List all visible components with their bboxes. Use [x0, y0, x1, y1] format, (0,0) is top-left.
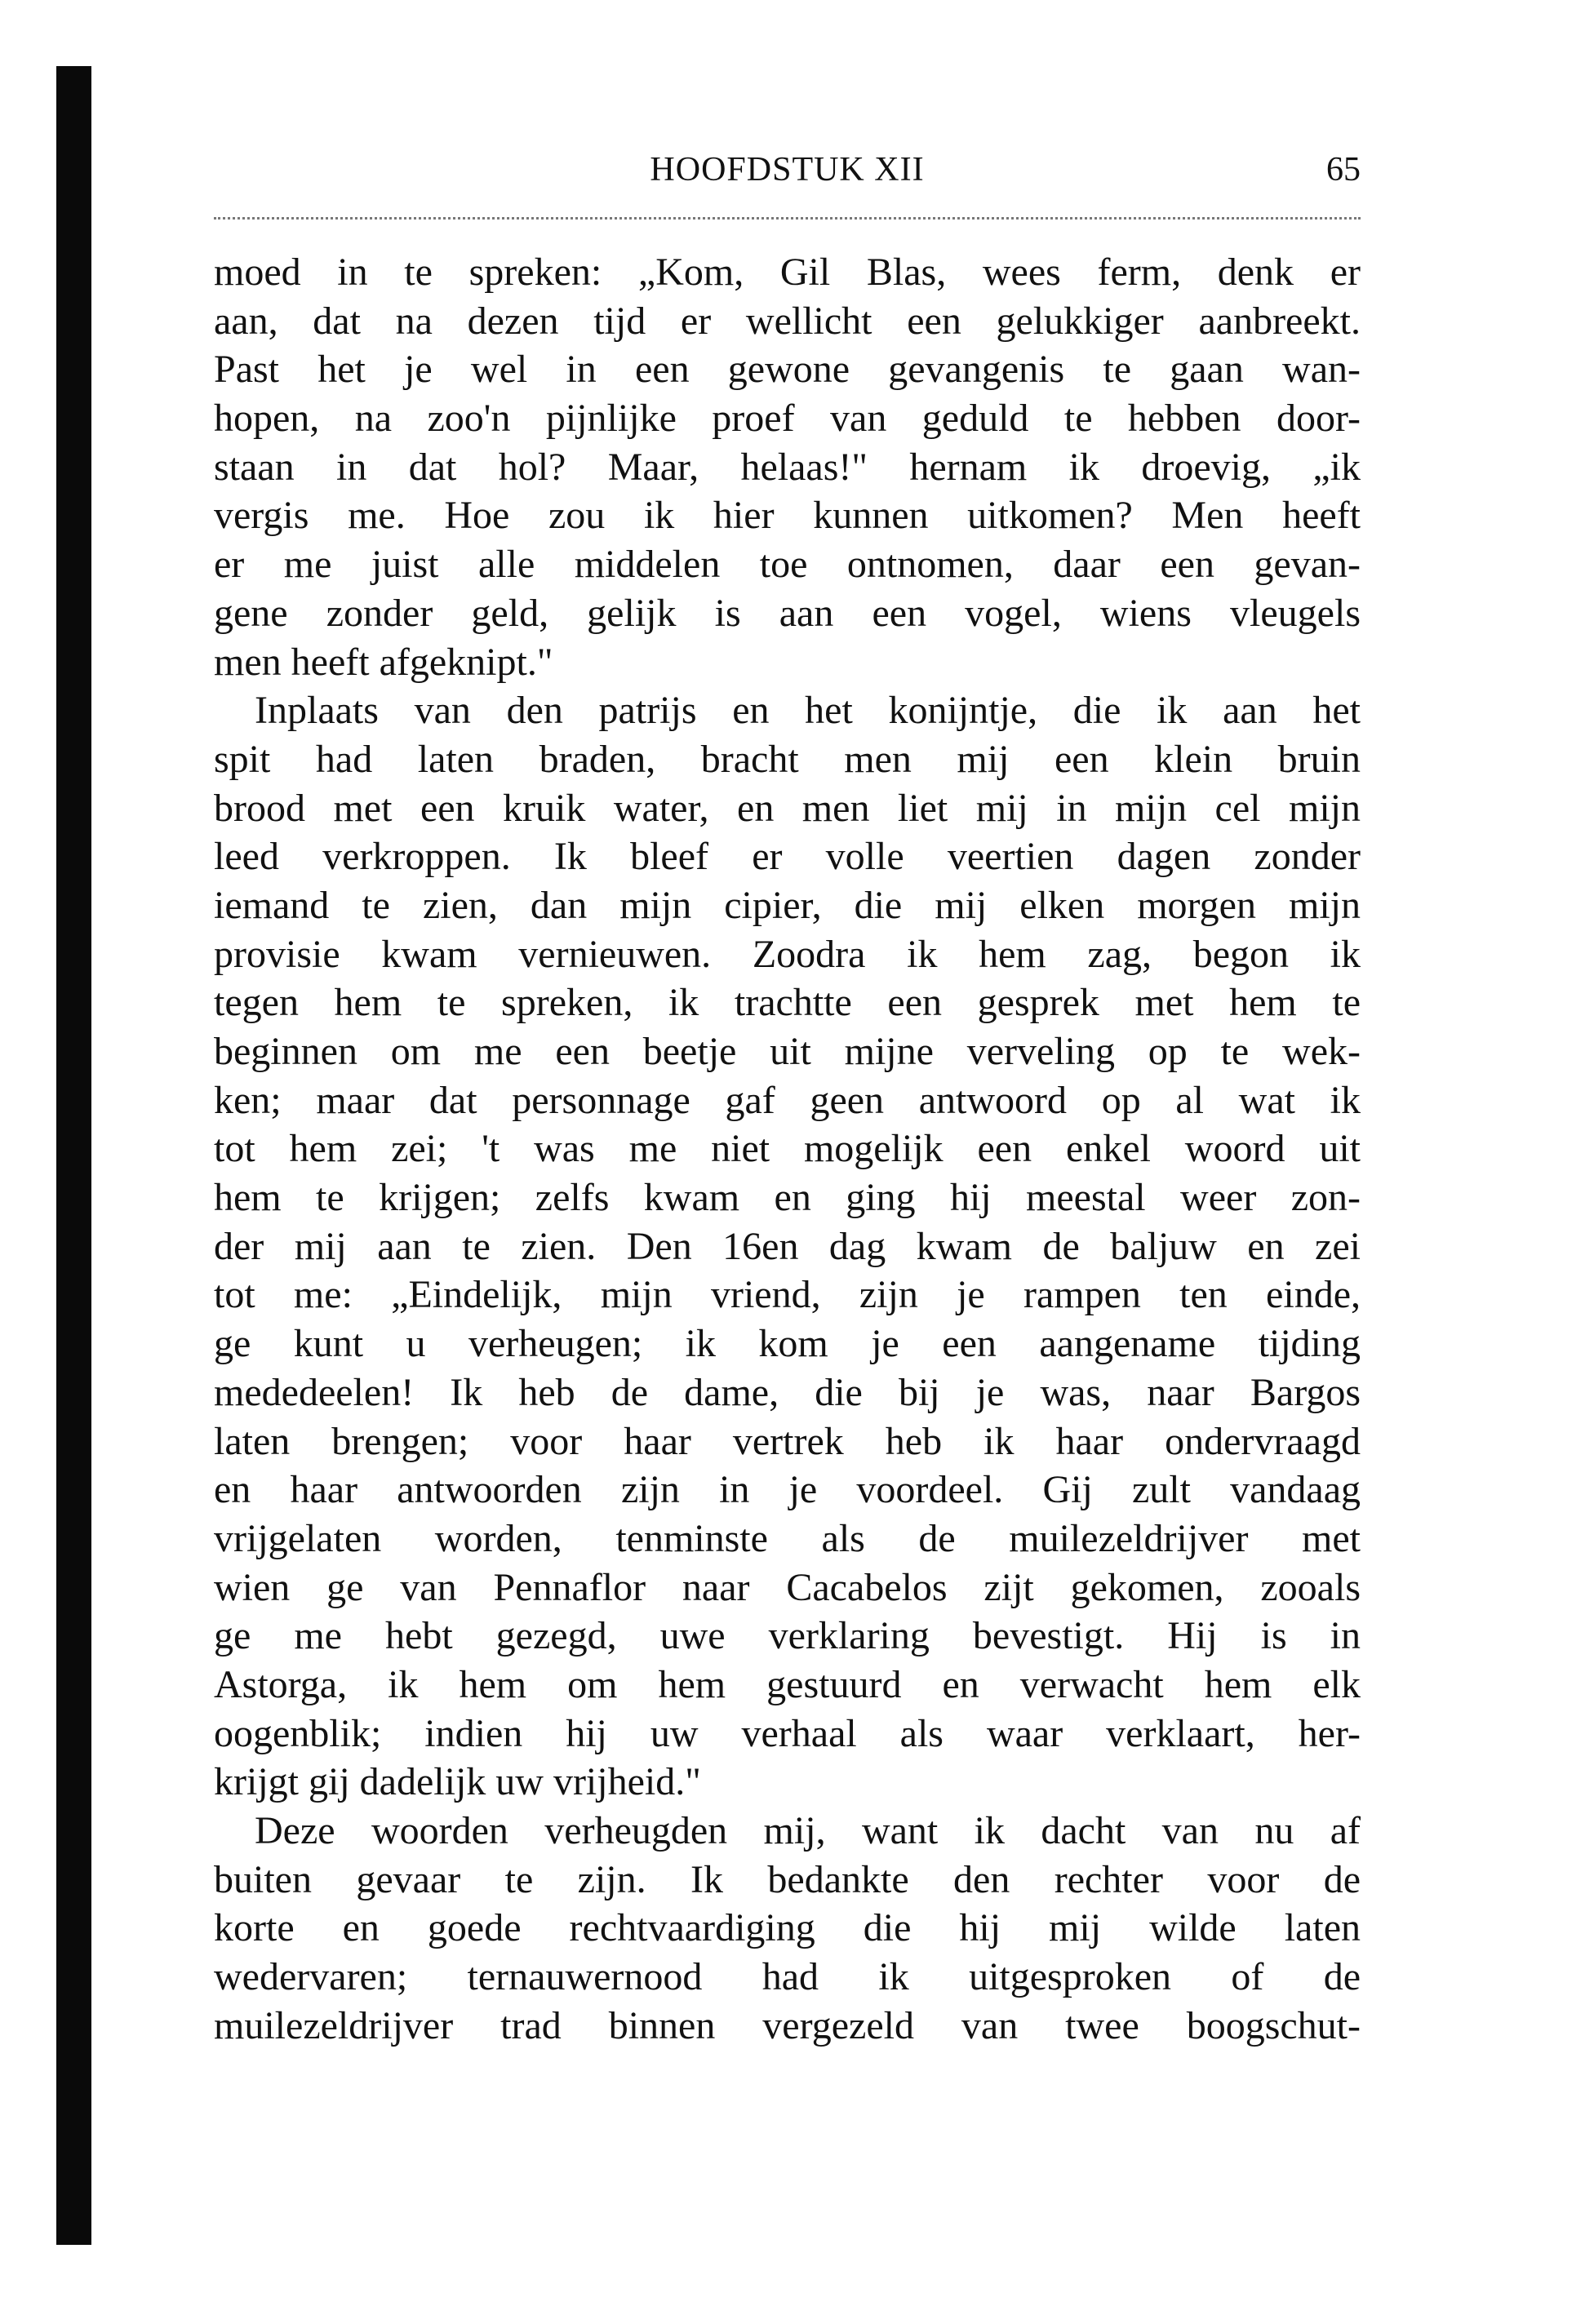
- paragraph: [214, 1807, 1361, 2050]
- text-line: muilezeldrijver trad binnen vergezeld van twee boogschut-: [214, 2003, 1361, 2047]
- text-line: vrijgelaten worden, tenminste als de muilezeldrijver met: [214, 1516, 1361, 1560]
- text-line: buiten gevaar te zijn. Ik bedankte den rechter voor de: [214, 1857, 1361, 1901]
- text-line: vergis me. Hoe zou ik hier kunnen uitkomen? Men heeft: [214, 494, 1361, 538]
- page-number: 65: [1326, 151, 1361, 188]
- paragraph: [214, 248, 1361, 686]
- text-line: aan, dat na dezen tijd er wellicht een gelukkiger aanbreekt.: [214, 299, 1361, 343]
- text-line: beginnen om me een beetje uit mijne verveling op te wek-: [214, 1030, 1361, 1073]
- text-line: staan in dat hol? Maar, helaas!" hernam ik droevig, „ik: [214, 445, 1361, 489]
- text-line: provisie kwam vernieuwen. Zoodra ik hem zag, begon ik: [214, 932, 1361, 976]
- text-line: er me juist alle middelen toe ontnomen, daar een gevan-: [214, 543, 1361, 587]
- running-title: HOOFDSTUK XII: [650, 151, 925, 188]
- text-line: oogenblik; indien hij uw verhaal als waar verklaart, her-: [214, 1711, 1361, 1755]
- text-line: krijgt gij dadelijk uw vrijheid.": [214, 1760, 701, 1804]
- text-line: Deze woorden verheugden mij, want ik dacht van nu af: [255, 1809, 1361, 1852]
- text-line: iemand te zien, dan mijn cipier, die mij elken morgen mijn: [214, 883, 1361, 927]
- text-line: ge me hebt gezegd, uwe verklaring bevestigt. Hij is in: [214, 1614, 1361, 1658]
- text-line: der mij aan te zien. Den 16en dag kwam de baljuw en zei: [214, 1224, 1361, 1268]
- text-line: en haar antwoorden zijn in je voordeel. Gij zult vandaag: [214, 1468, 1361, 1512]
- text-line: men heeft afgeknipt.": [214, 640, 553, 684]
- text-line: Past het je wel in een gewone gevangenis te gaan wan-: [214, 348, 1361, 392]
- text-line: ken; maar dat personnage gaf geen antwoord op al wat ik: [214, 1078, 1361, 1122]
- text-line: hopen, na zoo'n pijnlijke proef van geduld te hebben door-: [214, 397, 1361, 441]
- text-line: Astorga, ik hem om hem gestuurd en verwacht hem elk: [214, 1662, 1361, 1706]
- text-line: ge kunt u verheugen; ik kom je een aangename tijding: [214, 1322, 1361, 1366]
- text-line: tegen hem te spreken, ik trachtte een gesprek met hem te: [214, 981, 1361, 1025]
- text-line: wedervaren; ternauwernood had ik uitgesproken of de: [214, 1955, 1361, 1999]
- page-header: [214, 145, 1361, 194]
- text-line: hem te krijgen; zelfs kwam en ging hij meestal weer zon-: [214, 1176, 1361, 1220]
- text-line: gene zonder geld, gelijk is aan een vogel, wiens vleugels: [214, 591, 1361, 635]
- text-line: moed in te spreken: „Kom, Gil Blas, wees ferm, denk er: [214, 251, 1361, 294]
- text-line: mededeelen! Ik heb de dame, die bij je was, naar Bargos: [214, 1370, 1361, 1414]
- text-line: tot hem zei; 't was me niet mogelijk een enkel woord uit: [214, 1127, 1361, 1171]
- paragraph: [214, 686, 1361, 1807]
- text-line: wien ge van Pennaflor naar Cacabelos zijt gekomen, zooals: [214, 1565, 1361, 1609]
- text-line: leed verkroppen. Ik bleef er volle veertien dagen zonder: [214, 835, 1361, 879]
- header-dotted-rule: [214, 217, 1361, 220]
- scan-binding-edge: [56, 66, 91, 2245]
- body-text: [214, 248, 1361, 2050]
- text-line: tot me: „Eindelijk, mijn vriend, zijn je rampen ten einde,: [214, 1273, 1361, 1317]
- text-line: korte en goede rechtvaardiging die hij mij wilde laten: [214, 1906, 1361, 1950]
- text-line: spit had laten braden, bracht men mij een klein bruin: [214, 737, 1361, 781]
- text-line: brood met een kruik water, en men liet mij in mijn cel mijn: [214, 786, 1361, 830]
- text-line: Inplaats van den patrijs en het konijntje, die ik aan het: [255, 689, 1361, 733]
- text-line: laten brengen; voor haar vertrek heb ik haar ondervraagd: [214, 1419, 1361, 1463]
